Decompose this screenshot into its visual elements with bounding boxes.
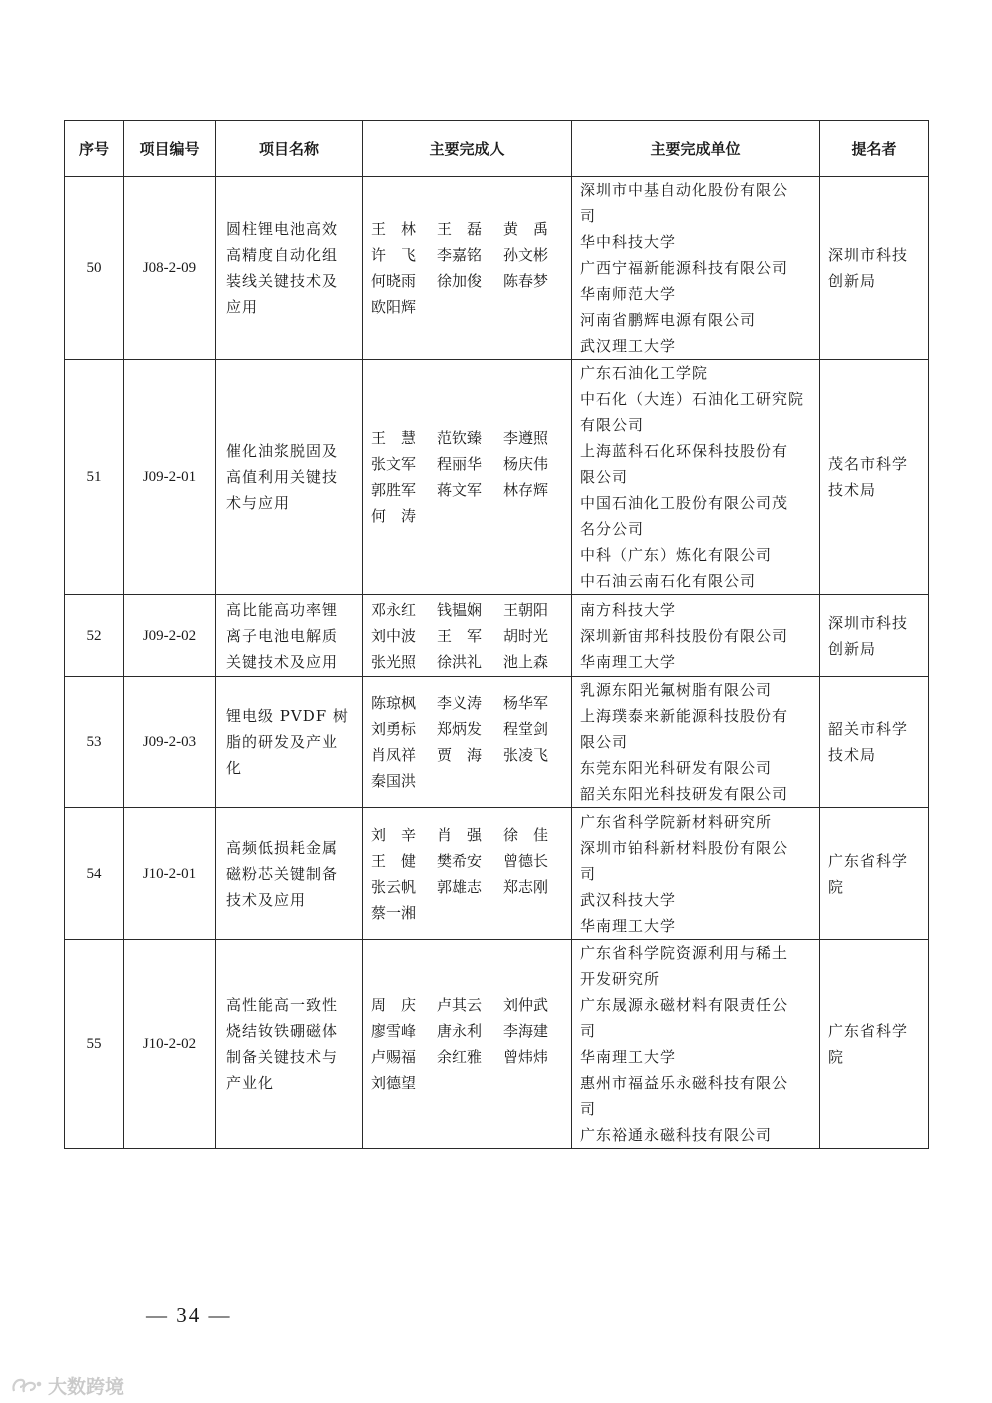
person-name: 张云帆 <box>371 877 417 896</box>
cell-project-name-line: 磁粉芯关键制备 <box>226 864 339 883</box>
cell-nominator <box>820 595 929 677</box>
cell-nominator-line: 创新局 <box>828 639 877 658</box>
people-grid <box>371 690 563 794</box>
cell-project-name <box>216 940 363 1149</box>
watermark <box>10 1372 124 1399</box>
person-name: 王军 <box>437 626 498 645</box>
person-name: 陈琼枫 <box>371 694 417 712</box>
person-name: 刘仲武 <box>503 996 549 1014</box>
cell-project-name-line: 催化油浆脱固及 <box>226 442 339 460</box>
person-name: 蔡一湘 <box>371 903 417 922</box>
cell-units-line: 上海蓝科石化环保科技股份有 <box>580 442 789 460</box>
cell-nominator <box>820 808 929 940</box>
person-name: 余红雅 <box>437 1048 483 1066</box>
person-name: 贾海 <box>437 746 498 764</box>
cell-units <box>572 360 820 595</box>
table-row <box>65 940 929 1149</box>
cell-code: J09-2-01 <box>124 360 216 595</box>
people-grid <box>371 597 563 675</box>
cell-units-line: 中石油云南石化有限公司 <box>580 572 757 590</box>
cell-units-line: 武汉科技大学 <box>580 890 677 909</box>
cell-units-line: 武汉理工大学 <box>580 337 677 355</box>
cell-nominator-line: 院 <box>828 877 845 896</box>
cell-units-line: 广东省科学院新材料研究所 <box>580 812 773 831</box>
person-name: 黄禹 <box>503 220 564 238</box>
cell-code: J09-2-02 <box>124 595 216 677</box>
cell-nominator-line: 创新局 <box>828 272 877 290</box>
people-grid <box>371 992 563 1096</box>
cell-project-name-line: 脂的研发及产业 <box>226 733 339 751</box>
cell-people <box>363 808 572 940</box>
cell-units-line: 河南省鹏辉电源有限公司 <box>580 311 757 329</box>
page-number: — 34 — <box>146 1303 232 1327</box>
cell-units <box>572 940 820 1149</box>
person-name: 蒋文军 <box>437 481 483 499</box>
cell-units-line: 东莞东阳光科研发有限公司 <box>580 759 773 777</box>
person-name: 徐洪礼 <box>437 652 483 671</box>
cell-nominator-line: 茂名市科学 <box>828 455 909 473</box>
cell-nominator <box>820 677 929 808</box>
person-name: 张凌飞 <box>503 746 549 764</box>
cell-units-line: 深圳市铂科新材料股份有限公 <box>580 838 789 857</box>
table-row <box>65 177 929 360</box>
person-name: 杨华军 <box>503 694 549 712</box>
person-name: 何涛 <box>371 507 432 525</box>
person-name: 肖凤祥 <box>371 746 417 764</box>
person-name: 卢赐福 <box>371 1048 417 1066</box>
person-name: 范钦臻 <box>437 429 483 447</box>
cell-project-name <box>216 595 363 677</box>
cell-units-line: 司 <box>580 1100 597 1118</box>
award-table <box>64 120 929 1149</box>
cell-units-line: 乳源东阳光氟树脂有限公司 <box>580 681 773 699</box>
header-name: 项目名称 <box>216 121 363 177</box>
person-name: 廖雪峰 <box>371 1022 417 1040</box>
cell-nominator <box>820 360 929 595</box>
person-name: 王健 <box>371 851 432 870</box>
cell-no: 55 <box>65 940 124 1149</box>
cell-units <box>572 677 820 808</box>
cell-people <box>363 940 572 1149</box>
person-name: 唐永利 <box>437 1022 483 1040</box>
cell-project-name <box>216 677 363 808</box>
cell-code: J10-2-01 <box>124 808 216 940</box>
cell-units-line: 限公司 <box>580 733 629 751</box>
person-name: 秦国洪 <box>371 772 417 790</box>
cell-units-line: 南方科技大学 <box>580 600 677 619</box>
cell-no: 51 <box>65 360 124 595</box>
cell-code: J08-2-09 <box>124 177 216 360</box>
cell-units <box>572 595 820 677</box>
cell-code: J10-2-02 <box>124 940 216 1149</box>
person-name: 郑炳发 <box>437 720 483 738</box>
cell-project-name-line: 化 <box>226 759 243 777</box>
cell-units-line: 华中科技大学 <box>580 233 677 251</box>
watermark-logo-icon <box>10 1375 44 1397</box>
people-grid <box>371 216 563 320</box>
person-name: 刘中波 <box>371 626 417 645</box>
header-people: 主要完成人 <box>363 121 572 177</box>
person-name: 徐加俊 <box>437 272 483 290</box>
person-name: 池上森 <box>503 652 549 671</box>
cell-units-line: 有限公司 <box>580 416 645 434</box>
person-name: 张光照 <box>371 652 417 671</box>
cell-nominator-line: 院 <box>828 1048 845 1066</box>
cell-nominator-line: 技术局 <box>828 746 877 764</box>
table-row <box>65 677 929 808</box>
cell-units-line: 华南理工大学 <box>580 916 677 935</box>
person-name: 郭胜军 <box>371 481 417 499</box>
cell-project-name-line: 烧结钕铁硼磁体 <box>226 1022 339 1040</box>
person-name: 曾德长 <box>503 851 549 870</box>
person-name: 孙文彬 <box>503 246 549 264</box>
table-row <box>65 595 929 677</box>
header-nominator: 提名者 <box>820 121 929 177</box>
person-name: 王朝阳 <box>503 600 549 619</box>
person-name: 郑志刚 <box>503 877 549 896</box>
cell-units <box>572 808 820 940</box>
person-name: 胡时光 <box>503 626 549 645</box>
person-name: 王磊 <box>437 220 498 238</box>
cell-units-line: 深圳市中基自动化股份有限公 <box>580 181 789 199</box>
person-name: 樊希安 <box>437 851 483 870</box>
cell-units-line: 中科（广东）炼化有限公司 <box>580 546 773 564</box>
header-no: 序号 <box>65 121 124 177</box>
cell-project-name-line: 制备关键技术与 <box>226 1048 339 1066</box>
cell-people <box>363 360 572 595</box>
person-name: 张文军 <box>371 455 417 473</box>
cell-people <box>363 677 572 808</box>
cell-project-name-line: 高性能高一致性 <box>226 996 339 1014</box>
person-name: 林存辉 <box>503 481 549 499</box>
cell-no: 52 <box>65 595 124 677</box>
person-name: 李海建 <box>503 1022 549 1040</box>
cell-project-name-line: 高比能高功率锂 <box>226 600 339 619</box>
person-name: 卢其云 <box>437 996 483 1014</box>
person-name: 陈春梦 <box>503 272 549 290</box>
cell-code: J09-2-03 <box>124 677 216 808</box>
person-name: 周庆 <box>371 996 432 1014</box>
cell-units-line: 广东晟源永磁材料有限责任公 <box>580 996 789 1014</box>
cell-project-name-line: 高值利用关键技 <box>226 468 339 486</box>
cell-units-line: 司 <box>580 1022 597 1040</box>
cell-units-line: 限公司 <box>580 468 629 486</box>
person-name: 肖强 <box>437 825 498 844</box>
cell-units-line: 华南理工大学 <box>580 1048 677 1066</box>
cell-nominator-line: 广东省科学 <box>828 851 909 870</box>
cell-units-line: 司 <box>580 864 597 883</box>
cell-nominator-line: 技术局 <box>828 481 877 499</box>
people-grid <box>371 822 563 926</box>
table-body <box>65 177 929 1149</box>
person-name: 刘辛 <box>371 825 432 844</box>
cell-project-name-line: 离子电池电解质 <box>226 626 339 645</box>
cell-units-line: 中石化（大连）石油化工研究院 <box>580 390 805 408</box>
cell-units-line: 华南理工大学 <box>580 652 677 671</box>
cell-project-name <box>216 360 363 595</box>
cell-units-line: 司 <box>580 207 597 225</box>
cell-units-line: 惠州市福益乐永磁科技有限公 <box>580 1074 789 1092</box>
person-name: 刘勇标 <box>371 720 417 738</box>
people-grid <box>371 425 563 529</box>
cell-project-name-line: 高精度自动化组 <box>226 246 339 264</box>
table-header-row <box>65 121 929 177</box>
person-name: 李义涛 <box>437 694 483 712</box>
person-name: 徐佳 <box>503 825 564 844</box>
person-name: 许飞 <box>371 246 432 264</box>
cell-units-line: 中国石油化工股份有限公司茂 <box>580 494 789 512</box>
person-name: 欧阳辉 <box>371 298 417 316</box>
cell-units-line: 韶关东阳光科技研发有限公司 <box>580 785 789 803</box>
cell-nominator-line: 韶关市科学 <box>828 720 909 738</box>
cell-project-name-line: 圆柱锂电池高效 <box>226 220 339 238</box>
cell-project-name-line: 装线关键技术及 <box>226 272 339 290</box>
cell-units-line: 上海璞泰来新能源科技股份有 <box>580 707 789 725</box>
cell-project-name-line: 产业化 <box>226 1074 275 1092</box>
person-name: 王慧 <box>371 429 432 447</box>
cell-nominator-line: 深圳市科技 <box>828 613 909 632</box>
table-row <box>65 808 929 940</box>
cell-no: 50 <box>65 177 124 360</box>
cell-nominator-line: 广东省科学 <box>828 1022 909 1040</box>
cell-no: 53 <box>65 677 124 808</box>
cell-project-name-line: 锂电级 PVDF 树 <box>226 707 349 725</box>
person-name: 曾炜炜 <box>503 1048 549 1066</box>
cell-units-line: 名分公司 <box>580 520 645 538</box>
cell-units-line: 广东裕通永磁科技有限公司 <box>580 1126 773 1144</box>
cell-nominator <box>820 940 929 1149</box>
cell-nominator-line: 深圳市科技 <box>828 246 909 264</box>
cell-units-line: 深圳新宙邦科技股份有限公司 <box>580 626 789 645</box>
cell-units-line: 开发研究所 <box>580 970 661 988</box>
header-code: 项目编号 <box>124 121 216 177</box>
person-name: 钱韫娴 <box>437 600 483 619</box>
cell-units <box>572 177 820 360</box>
cell-project-name-line: 技术及应用 <box>226 890 307 909</box>
cell-units-line: 华南师范大学 <box>580 285 677 303</box>
cell-people <box>363 177 572 360</box>
person-name: 何晓雨 <box>371 272 417 290</box>
cell-project-name-line: 术与应用 <box>226 494 291 512</box>
cell-people <box>363 595 572 677</box>
person-name: 王林 <box>371 220 432 238</box>
person-name: 李遵照 <box>503 429 549 447</box>
person-name: 李嘉铭 <box>437 246 483 264</box>
table-row <box>65 360 929 595</box>
cell-no: 54 <box>65 808 124 940</box>
person-name: 郭雄志 <box>437 877 483 896</box>
cell-units-line: 广东石油化工学院 <box>580 364 709 382</box>
cell-project-name <box>216 808 363 940</box>
watermark-text: 大数跨境 <box>48 1376 125 1398</box>
person-name: 邓永红 <box>371 600 417 619</box>
cell-units-line: 广西宁福新能源科技有限公司 <box>580 259 789 277</box>
cell-project-name-line: 关键技术及应用 <box>226 652 339 671</box>
cell-units-line: 广东省科学院资源利用与稀土 <box>580 944 789 962</box>
cell-nominator <box>820 177 929 360</box>
person-name: 杨庆伟 <box>503 455 549 473</box>
person-name: 程堂剑 <box>503 720 549 738</box>
cell-project-name-line: 应用 <box>226 298 259 316</box>
cell-project-name-line: 高频低损耗金属 <box>226 838 339 857</box>
person-name: 程丽华 <box>437 455 483 473</box>
cell-project-name <box>216 177 363 360</box>
person-name: 刘德望 <box>371 1074 417 1092</box>
header-units: 主要完成单位 <box>572 121 820 177</box>
